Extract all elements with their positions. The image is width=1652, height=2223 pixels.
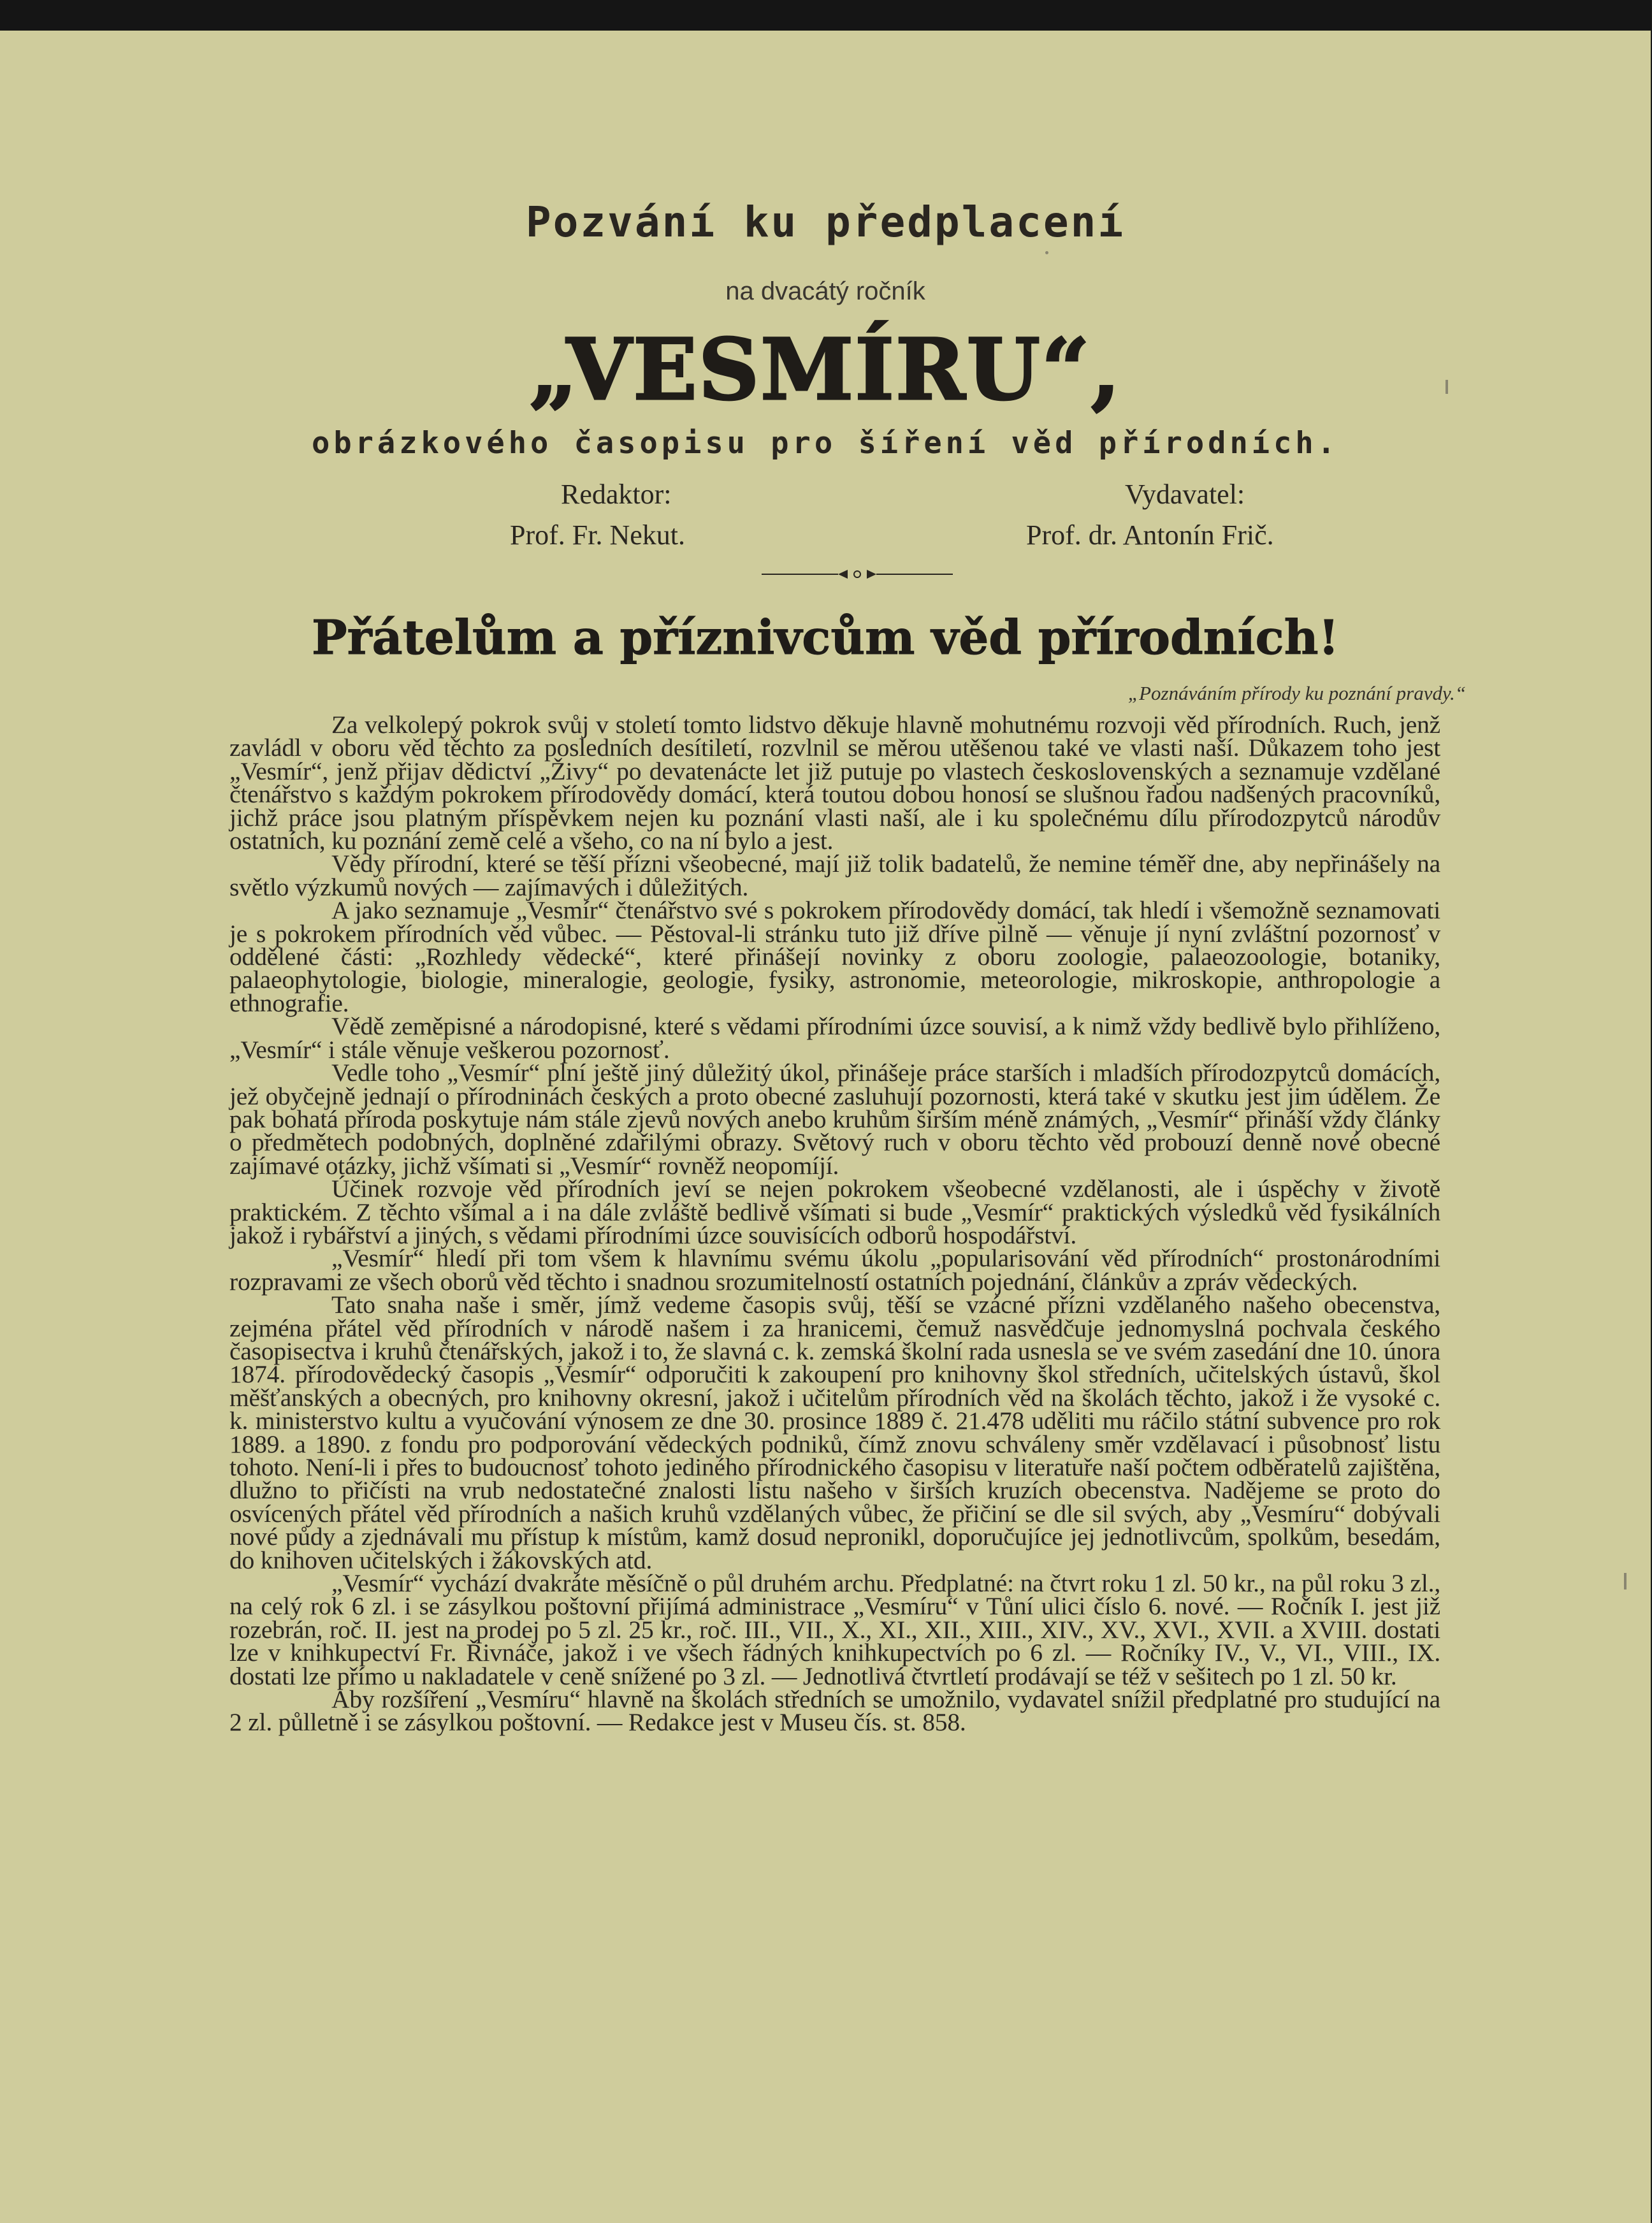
journal-title: „VESMÍRU“, <box>529 321 1122 419</box>
paragraph-6: Účinek rozvoje věd přírodních jeví se nejen pokrokem všeobecné vzdělanosti, ale i úspěchy v životě praktickém. Z těchto všímal a i na dále zvláště bedlivě všímati si bude „Vesmír“ praktických výsledků věd fysikálních jakož i rybářství a jiných, s vědami přírodními úzce souvisících odborů hospodářství. <box>229 1175 1440 1249</box>
paragraph-5: Vedle toho „Vesmír“ plní ještě jiný důležitý úkol, přinášeje práce starších i mladších přírodozpytců domácích, jež obyčejně jednají o přírodninách českých a proto obecné zasluhují pozornosti, která také v skutku jest jim údělem. Že pak bohatá příroda poskytuje nám stále zjevů nových anebo kruhům širším méně známých, „Vesmír“ přináší vždy články o předmětech podobných, doplněné zdařilými obrazy. Světový ruch v oboru těchto věd probouzí denně nové obecné zajímavé otázky, jichž všímati si „Vesmír“ rovněž neopomíjí. <box>229 1059 1440 1180</box>
editor-name: Prof. Fr. Nekut. <box>510 519 685 551</box>
document-page <box>0 31 1651 2223</box>
paragraph-3: A jako seznamuje „Vesmír“ čtenářstvo své s pokrokem přírodovědy domácí, tak hledí i všemožně seznamovati je s pokrokem přírodních věd vůbec. — Pěstoval-li stránku tuto již dříve pilně — věnuje jí nyní zvláštní pozornosť v oddělené části: „Rozhledy vědecké“, které přinášejí novinky z oboru zoologie, palaeozoologie, botaniky, palaeophytologie, biologie, mineralogie, geologie, fysiky, astronomie, meteorologie, mikroskopie, anthropologie a ethnografie. <box>229 896 1440 1017</box>
article-heading: Přátelům a příznivcům věd přírodních! <box>312 611 1339 665</box>
scan-speck <box>1446 380 1448 394</box>
journal-subtitle: obrázkového časopisu pro šíření věd přírodních. <box>312 426 1339 461</box>
scan-border <box>0 0 1652 31</box>
volume-line: na dvacátý ročník <box>725 277 925 305</box>
invitation-heading: Pozvání ku předplacení <box>525 198 1126 247</box>
paragraph-4: Vědě zeměpisné a národopisné, které s vědami přírodními úzce souvisí, a k nimž vždy bedlivě bylo přihlíženo, „Vesmír“ i stále věnuje veškerou pozornosť. <box>229 1012 1440 1064</box>
article-motto: „Poznáváním přírody ku poznání pravdy.“ <box>1127 682 1466 704</box>
publisher-name: Prof. dr. Antonín Frič. <box>1026 519 1274 551</box>
editor-label: Redaktor: <box>561 479 672 510</box>
paragraph-10: Aby rozšíření „Vesmíru“ hlavně na školách středních se umožnilo, vydavatel snížil předplatné pro studující na 2 zl. půlletně i se zásylkou poštovní. — Redakce jest v Museu čís. st. 858. <box>229 1685 1440 1737</box>
paragraph-8: Tato snaha naše i směr, jímž vedeme časopis svůj, těší se vzácné přízni vzdělaného našeho obecenstva, zejména přátel věd přírodních v národě našem i za hranicemi, čemuž nasvědčuje jednomyslná pochvala českého časopisectva i kruhů čtenářských, jakož i to, že slavná c. k. zemská školní rada usnesla se ve svém zasedání dne 10. února 1874. přírodovědecký časopis „Vesmír“ odporučiti k zakoupení pro knihovny škol středních, učitelských ústavů, škol měšťanských a obecných, pro knihovny okresní, jakož i učitelům přírodních věd na školách těchto, jakož i že vysoké c. k. ministerstvo kultu a vyučování výnosem ze dne 30. prosince 1889 č. 21.478 uděliti mu ráčilo státní subvence pro rok 1889. a 1890. z fondu pro podporování vědeckých podniků, čímž znovu schváleny směr vzdělavací i působnosť listu tohoto. Není-li i přes to budoucnosť tohoto jediného přírodnického časopisu v literatuře naší počtem odběratelů zajištěna, dlužno to přičísti na vrub nedostatečné znalosti listu našeho v širších kruzích obecenstva. Nadějeme se proto do osvícených přátel věd přírodních a našich kruhů vzdělaných vůbec, že přičiní se dle sil svých, aby „Vesmíru“ dobývali nové půdy a zjednávali mu přístup k místům, kamž dosud nepronikl, doporučujíce jej jednotlivcům, spolkům, besedám, do knihoven učitelských i žákovských atd. <box>229 1291 1440 1574</box>
scan-speck <box>1624 1573 1627 1589</box>
ornament-divider <box>762 565 953 584</box>
paragraph-9: „Vesmír“ vychází dvakráte měsíčně o půl druhém archu. Předplatné: na čtvrt roku 1 zl. 50 kr., na půl roku 3 zl., na celý rok 6 zl. i se zásylkou poštovní přijímá administrace „Vesmíru“ v Tůní ulici číslo 6. nové. — Ročník I. jest již rozebrán, roč. II. jest na prodej po 5 zl. 25 kr., roč. III., VII., X., XI., XII., XIII., XIV., XV., XVI., XVII. a XVIII. dostati lze v knihkupectví Fr. Řivnáče, jakož i ve všech řádných knihkupectvích po 6 zl. — Ročníky IV., V., VI., VIII., IX. dostati lze přímo u nakladatele v ceně snížené po 3 zl. — Jednotlivá čtvrtletí prodávají se též v sešitech po 1 zl. 50 kr. <box>229 1569 1440 1690</box>
paragraph-2: Vědy přírodní, které se těší přízni všeobecné, mají již tolik badatelů, že nemine téměř dne, aby nepřinášely na světlo výzkumů nových — zajímavých i důležitých. <box>229 850 1440 901</box>
paragraph-1: Za velkolepý pokrok svůj v století tomto lidstvo děkuje hlavně mohutnému rozvoji věd přírodních. Ruch, jenž zavládl v oboru věd těchto za posledních desítiletí, rozvlnil se měrou utěšenou také ve vlasti naší. Důkazem toho jest „Vesmír“, jenž přijav dědictví „Živy“ po devatenácte let již putuje po vlastech československých a seznamuje vzdělané čtenářstvo s každým pokrokem přírodovědy domácí, která toutou dobou honosí se slušnou řadou nadšených pracovníků, jichž práce jsou platným příspěvkem nejen ku poznání vlasti naší, ale i ku společnému dílu přírodozpytců národův ostatních, ku poznání země celé a všeho, co na ní bylo a jest. <box>229 711 1440 855</box>
scan-speck <box>1045 251 1048 254</box>
paragraph-7: „Vesmír“ hledí při tom všem k hlavnímu svému úkolu „popularisování věd přírodních“ prostonárodními rozpravami ze všech oborů věd těchto i snadnou srozumitelností ostatních pojednání, článkův a zpráv vědeckých. <box>229 1244 1440 1296</box>
publisher-label: Vydavatel: <box>1125 479 1245 510</box>
article-body <box>229 711 1440 1737</box>
